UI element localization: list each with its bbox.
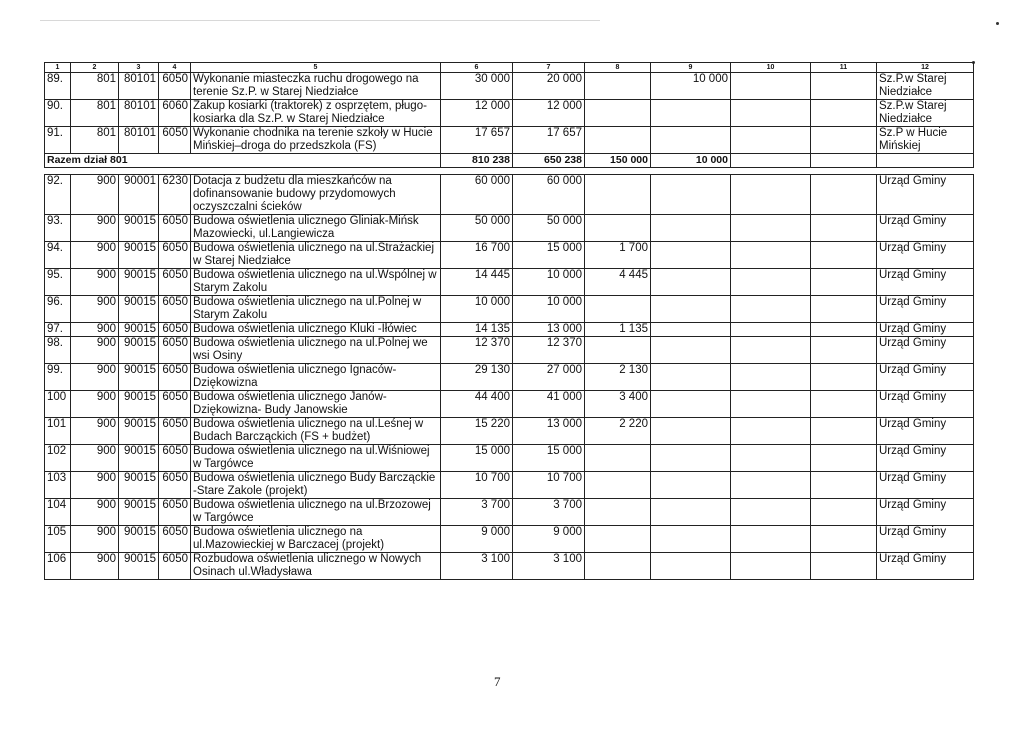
amount-cell <box>651 499 731 526</box>
table-row <box>45 364 974 391</box>
column-header: 10 <box>731 63 811 73</box>
paragraf-cell: 6050 <box>159 73 191 100</box>
amount-cell: 10 700 <box>513 472 585 499</box>
task-name-cell: Rozbudowa oświetlenia ulicznego w Nowych Osinach ul.Władysława <box>191 553 441 580</box>
amount-cell <box>811 73 877 100</box>
paragraf-cell: 6050 <box>159 499 191 526</box>
section-spacer <box>45 168 974 175</box>
lp-cell: 103 <box>45 472 71 499</box>
amount-cell <box>811 472 877 499</box>
total-amount-cell <box>731 154 811 168</box>
rozdzial-cell: 90015 <box>119 418 159 445</box>
amount-cell: 41 000 <box>513 391 585 418</box>
dzial-cell: 801 <box>71 127 119 154</box>
lp-cell: 92. <box>45 175 71 215</box>
total-amount-cell: 650 238 <box>513 154 585 168</box>
lp-cell: 94. <box>45 242 71 269</box>
amount-cell <box>731 499 811 526</box>
amount-cell <box>585 499 651 526</box>
amount-cell <box>731 100 811 127</box>
lp-cell: 90. <box>45 100 71 127</box>
section-total-label: Razem dział 801 <box>45 154 441 168</box>
amount-cell <box>731 269 811 296</box>
amount-cell: 10 000 <box>441 296 513 323</box>
dzial-cell: 900 <box>71 418 119 445</box>
section-total-row <box>45 154 974 168</box>
table-row <box>45 100 974 127</box>
amount-cell: 1 700 <box>585 242 651 269</box>
amount-cell <box>811 296 877 323</box>
amount-cell <box>651 472 731 499</box>
unit-cell: Urząd Gminy <box>877 472 974 499</box>
column-header: 8 <box>585 63 651 73</box>
amount-cell <box>585 127 651 154</box>
unit-cell: Urząd Gminy <box>877 215 974 242</box>
paragraf-cell: 6050 <box>159 391 191 418</box>
lp-cell: 100 <box>45 391 71 418</box>
table-row <box>45 127 974 154</box>
amount-cell: 3 100 <box>441 553 513 580</box>
amount-cell: 15 000 <box>513 445 585 472</box>
amount-cell: 12 370 <box>441 337 513 364</box>
unit-cell: Sz.P.w Starej Niedziałce <box>877 100 974 127</box>
amount-cell: 1 135 <box>585 323 651 337</box>
paragraf-cell: 6050 <box>159 127 191 154</box>
amount-cell <box>651 296 731 323</box>
task-name-cell: Budowa oświetlenia ulicznego Ignaców-Dziękowizna <box>191 364 441 391</box>
unit-cell: Urząd Gminy <box>877 296 974 323</box>
scan-speck <box>996 22 999 25</box>
amount-cell: 17 657 <box>513 127 585 154</box>
amount-cell: 14 135 <box>441 323 513 337</box>
column-header: 3 <box>119 63 159 73</box>
lp-cell: 104 <box>45 499 71 526</box>
lp-cell: 91. <box>45 127 71 154</box>
task-name-cell: Budowa oświetlenia ulicznego na ul.Wspólnej w Starym Zakolu <box>191 269 441 296</box>
amount-cell <box>811 175 877 215</box>
amount-cell: 2 220 <box>585 418 651 445</box>
rozdzial-cell: 90015 <box>119 337 159 364</box>
lp-cell: 106 <box>45 553 71 580</box>
amount-cell: 4 445 <box>585 269 651 296</box>
amount-cell <box>585 337 651 364</box>
paragraf-cell: 6050 <box>159 526 191 553</box>
table-row <box>45 472 974 499</box>
amount-cell <box>651 364 731 391</box>
table-row <box>45 418 974 445</box>
amount-cell: 17 657 <box>441 127 513 154</box>
column-header: 4 <box>159 63 191 73</box>
amount-cell <box>585 296 651 323</box>
dzial-cell: 900 <box>71 337 119 364</box>
amount-cell <box>651 269 731 296</box>
spacer-cell <box>45 168 974 175</box>
task-name-cell: Wykonanie chodnika na terenie szkoły w Hucie Mińskiej–droga do przedszkola (FS) <box>191 127 441 154</box>
unit-cell: Urząd Gminy <box>877 175 974 215</box>
table-row <box>45 391 974 418</box>
column-header: 11 <box>811 63 877 73</box>
lp-cell: 98. <box>45 337 71 364</box>
amount-cell <box>731 445 811 472</box>
paragraf-cell: 6050 <box>159 242 191 269</box>
amount-cell: 10 000 <box>513 269 585 296</box>
amount-cell <box>811 100 877 127</box>
table-row <box>45 553 974 580</box>
amount-cell <box>731 364 811 391</box>
amount-cell: 27 000 <box>513 364 585 391</box>
amount-cell <box>731 73 811 100</box>
rozdzial-cell: 90015 <box>119 445 159 472</box>
column-header: 12 <box>877 63 974 73</box>
amount-cell <box>731 526 811 553</box>
task-name-cell: Budowa oświetlenia ulicznego na ul.Leśnej w Budach Barcząckich (FS + budżet) <box>191 418 441 445</box>
unit-cell: Urząd Gminy <box>877 323 974 337</box>
amount-cell <box>731 296 811 323</box>
amount-cell: 15 000 <box>441 445 513 472</box>
task-name-cell: Budowa oświetlenia ulicznego na ul.Polnej w Starym Zakolu <box>191 296 441 323</box>
amount-cell: 10 700 <box>441 472 513 499</box>
column-header: 7 <box>513 63 585 73</box>
table-row <box>45 269 974 296</box>
amount-cell <box>731 127 811 154</box>
amount-cell <box>651 445 731 472</box>
rozdzial-cell: 90015 <box>119 553 159 580</box>
unit-cell: Urząd Gminy <box>877 364 974 391</box>
amount-cell: 16 700 <box>441 242 513 269</box>
unit-cell: Urząd Gminy <box>877 553 974 580</box>
unit-cell: Urząd Gminy <box>877 418 974 445</box>
dzial-cell: 900 <box>71 364 119 391</box>
amount-cell <box>651 100 731 127</box>
amount-cell: 12 000 <box>441 100 513 127</box>
amount-cell <box>651 418 731 445</box>
rozdzial-cell: 90001 <box>119 175 159 215</box>
unit-cell: Sz.P.w Starej Niedziałce <box>877 73 974 100</box>
amount-cell <box>585 73 651 100</box>
amount-cell: 50 000 <box>441 215 513 242</box>
amount-cell <box>651 175 731 215</box>
amount-cell <box>731 242 811 269</box>
amount-cell <box>585 100 651 127</box>
rozdzial-cell: 90015 <box>119 472 159 499</box>
unit-cell: Urząd Gminy <box>877 445 974 472</box>
amount-cell: 3 700 <box>513 499 585 526</box>
amount-cell <box>811 323 877 337</box>
dzial-cell: 900 <box>71 526 119 553</box>
paragraf-cell: 6050 <box>159 296 191 323</box>
rozdzial-cell: 90015 <box>119 215 159 242</box>
column-header: 6 <box>441 63 513 73</box>
task-name-cell: Budowa oświetlenia ulicznego Gliniak-Mińsk Mazowiecki, ul.Langiewicza <box>191 215 441 242</box>
amount-cell <box>811 526 877 553</box>
table-row <box>45 445 974 472</box>
amount-cell: 60 000 <box>441 175 513 215</box>
task-name-cell: Budowa oświetlenia ulicznego na ul.Strażackiej w Starej Niedziałce <box>191 242 441 269</box>
amount-cell <box>731 215 811 242</box>
rozdzial-cell: 90015 <box>119 323 159 337</box>
amount-cell <box>811 418 877 445</box>
dzial-cell: 900 <box>71 215 119 242</box>
amount-cell <box>651 553 731 580</box>
dzial-cell: 900 <box>71 296 119 323</box>
amount-cell: 3 400 <box>585 391 651 418</box>
unit-cell: Urząd Gminy <box>877 391 974 418</box>
rozdzial-cell: 80101 <box>119 100 159 127</box>
task-name-cell: Budowa oświetlenia ulicznego na ul.Mazowieckiej w Barczacej (projekt) <box>191 526 441 553</box>
amount-cell: 13 000 <box>513 418 585 445</box>
amount-cell: 30 000 <box>441 73 513 100</box>
column-header-row <box>45 63 974 73</box>
amount-cell <box>811 269 877 296</box>
table-row <box>45 296 974 323</box>
amount-cell <box>811 242 877 269</box>
dzial-cell: 900 <box>71 391 119 418</box>
dzial-cell: 900 <box>71 242 119 269</box>
amount-cell <box>811 391 877 418</box>
dzial-cell: 801 <box>71 100 119 127</box>
task-name-cell: Dotacja z budżetu dla mieszkańców na dofinansowanie budowy przydomowych oczyszczalni ścieków <box>191 175 441 215</box>
rozdzial-cell: 80101 <box>119 73 159 100</box>
amount-cell: 13 000 <box>513 323 585 337</box>
paragraf-cell: 6050 <box>159 472 191 499</box>
amount-cell <box>585 553 651 580</box>
amount-cell <box>731 323 811 337</box>
paragraf-cell: 6050 <box>159 364 191 391</box>
amount-cell <box>811 364 877 391</box>
unit-cell: Urząd Gminy <box>877 242 974 269</box>
amount-cell: 3 700 <box>441 499 513 526</box>
task-name-cell: Zakup kosiarki (traktorek) z osprzętem, pługo-kosiarka dla Sz.P. w Starej Niedziałce <box>191 100 441 127</box>
lp-cell: 105 <box>45 526 71 553</box>
amount-cell: 15 000 <box>513 242 585 269</box>
amount-cell <box>731 391 811 418</box>
rozdzial-cell: 80101 <box>119 127 159 154</box>
total-amount-cell: 10 000 <box>651 154 731 168</box>
dzial-cell: 900 <box>71 175 119 215</box>
budget-table <box>44 62 974 580</box>
amount-cell: 15 220 <box>441 418 513 445</box>
amount-cell <box>651 323 731 337</box>
dzial-cell: 900 <box>71 472 119 499</box>
paragraf-cell: 6050 <box>159 418 191 445</box>
amount-cell <box>731 175 811 215</box>
amount-cell <box>585 215 651 242</box>
amount-cell: 12 370 <box>513 337 585 364</box>
lp-cell: 97. <box>45 323 71 337</box>
rozdzial-cell: 90015 <box>119 242 159 269</box>
dzial-cell: 900 <box>71 553 119 580</box>
table-row <box>45 175 974 215</box>
lp-cell: 95. <box>45 269 71 296</box>
unit-cell: Urząd Gminy <box>877 337 974 364</box>
amount-cell: 50 000 <box>513 215 585 242</box>
amount-cell <box>731 553 811 580</box>
task-name-cell: Budowa oświetlenia ulicznego na ul.Wiśniowej w Targówce <box>191 445 441 472</box>
amount-cell <box>585 526 651 553</box>
lp-cell: 101 <box>45 418 71 445</box>
column-header: 9 <box>651 63 731 73</box>
amount-cell <box>585 472 651 499</box>
lp-cell: 89. <box>45 73 71 100</box>
amount-cell: 12 000 <box>513 100 585 127</box>
amount-cell: 14 445 <box>441 269 513 296</box>
dzial-cell: 900 <box>71 499 119 526</box>
paragraf-cell: 6050 <box>159 445 191 472</box>
amount-cell <box>811 337 877 364</box>
amount-cell <box>811 553 877 580</box>
amount-cell: 10 000 <box>651 73 731 100</box>
total-amount-cell <box>811 154 877 168</box>
paragraf-cell: 6230 <box>159 175 191 215</box>
unit-cell: Urząd Gminy <box>877 499 974 526</box>
amount-cell <box>811 215 877 242</box>
amount-cell: 44 400 <box>441 391 513 418</box>
table-row <box>45 499 974 526</box>
amount-cell <box>811 127 877 154</box>
amount-cell: 10 000 <box>513 296 585 323</box>
amount-cell: 2 130 <box>585 364 651 391</box>
amount-cell: 9 000 <box>441 526 513 553</box>
amount-cell <box>731 337 811 364</box>
total-amount-cell: 810 238 <box>441 154 513 168</box>
table-row <box>45 215 974 242</box>
lp-cell: 93. <box>45 215 71 242</box>
rozdzial-cell: 90015 <box>119 269 159 296</box>
rozdzial-cell: 90015 <box>119 364 159 391</box>
dzial-cell: 900 <box>71 269 119 296</box>
task-name-cell: Budowa oświetlenia ulicznego Budy Barcząckie -Stare Zakole (projekt) <box>191 472 441 499</box>
amount-cell: 29 130 <box>441 364 513 391</box>
amount-cell <box>731 472 811 499</box>
lp-cell: 102 <box>45 445 71 472</box>
unit-cell: Sz.P w Hucie Mińskiej <box>877 127 974 154</box>
amount-cell: 9 000 <box>513 526 585 553</box>
table-row <box>45 337 974 364</box>
paragraf-cell: 6060 <box>159 100 191 127</box>
rozdzial-cell: 90015 <box>119 526 159 553</box>
dzial-cell: 801 <box>71 73 119 100</box>
rozdzial-cell: 90015 <box>119 296 159 323</box>
table-row <box>45 242 974 269</box>
amount-cell <box>651 215 731 242</box>
amount-cell <box>651 337 731 364</box>
amount-cell <box>731 418 811 445</box>
task-name-cell: Budowa oświetlenia ulicznego na ul.Polnej we wsi Osiny <box>191 337 441 364</box>
amount-cell: 20 000 <box>513 73 585 100</box>
amount-cell: 3 100 <box>513 553 585 580</box>
paragraf-cell: 6050 <box>159 269 191 296</box>
scan-artifact-line <box>40 20 600 21</box>
amount-cell: 60 000 <box>513 175 585 215</box>
table-row <box>45 323 974 337</box>
total-amount-cell: 150 000 <box>585 154 651 168</box>
rozdzial-cell: 90015 <box>119 499 159 526</box>
amount-cell <box>811 445 877 472</box>
table-row <box>45 73 974 100</box>
column-header: 2 <box>71 63 119 73</box>
amount-cell <box>651 526 731 553</box>
lp-cell: 99. <box>45 364 71 391</box>
amount-cell <box>585 175 651 215</box>
dzial-cell: 900 <box>71 323 119 337</box>
unit-cell: Urząd Gminy <box>877 526 974 553</box>
column-header: 5 <box>191 63 441 73</box>
table-row <box>45 526 974 553</box>
amount-cell <box>651 391 731 418</box>
unit-cell: Urząd Gminy <box>877 269 974 296</box>
rozdzial-cell: 90015 <box>119 391 159 418</box>
task-name-cell: Wykonanie miasteczka ruchu drogowego na terenie Sz.P. w Starej Niedziałce <box>191 73 441 100</box>
amount-cell <box>651 127 731 154</box>
column-header: 1 <box>45 63 71 73</box>
amount-cell <box>651 242 731 269</box>
total-amount-cell <box>877 154 974 168</box>
lp-cell: 96. <box>45 296 71 323</box>
paragraf-cell: 6050 <box>159 323 191 337</box>
paragraf-cell: 6050 <box>159 215 191 242</box>
paragraf-cell: 6050 <box>159 553 191 580</box>
amount-cell <box>811 499 877 526</box>
amount-cell <box>585 445 651 472</box>
page-number: 7 <box>494 674 501 689</box>
dzial-cell: 900 <box>71 445 119 472</box>
paragraf-cell: 6050 <box>159 337 191 364</box>
task-name-cell: Budowa oświetlenia ulicznego na ul.Brzozowej w Targówce <box>191 499 441 526</box>
task-name-cell: Budowa oświetlenia ulicznego Kluki -Iłówiec <box>191 323 441 337</box>
task-name-cell: Budowa oświetlenia ulicznego Janów-Dziękowizna- Budy Janowskie <box>191 391 441 418</box>
